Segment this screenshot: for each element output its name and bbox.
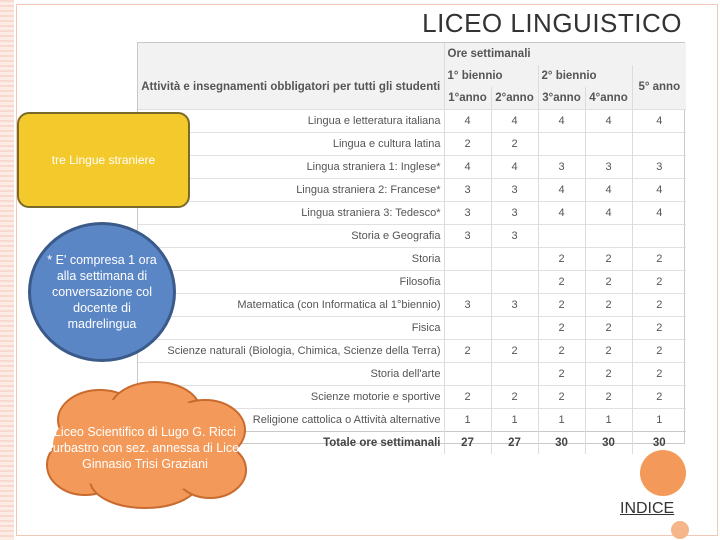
hours-cell	[632, 225, 686, 248]
hours-cell: 2	[538, 386, 585, 409]
hours-cell	[444, 363, 491, 386]
header-group-label: Ore settimanali	[444, 43, 686, 65]
subject-name: Storia e Geografia	[351, 230, 441, 242]
hours-cell: 4	[632, 202, 686, 225]
hours-cell	[491, 317, 538, 340]
hours-cell: 3	[585, 156, 632, 179]
hours-cell: 4	[632, 179, 686, 202]
hours-cell: 1	[444, 409, 491, 432]
hours-cell: 4	[491, 156, 538, 179]
hours-cell: 3	[491, 225, 538, 248]
hours-cell: 3	[491, 294, 538, 317]
total-cell: 30	[585, 432, 632, 455]
total-cell: 30	[632, 432, 686, 455]
hours-cell: 2	[491, 133, 538, 156]
hours-cell: 3	[538, 156, 585, 179]
hours-cell: 2	[632, 294, 686, 317]
hours-cell: 3	[632, 156, 686, 179]
hours-cell: 4	[444, 156, 491, 179]
hours-cell: 4	[585, 179, 632, 202]
table-row	[138, 110, 686, 133]
hours-cell: 2	[491, 340, 538, 363]
table-row	[138, 225, 686, 248]
hours-cell: 2	[538, 271, 585, 294]
hours-cell: 2	[538, 340, 585, 363]
subject-name: Lingua straniera 1: Inglese*	[306, 161, 441, 173]
hours-cell	[585, 133, 632, 156]
subject-name: Lingua e cultura latina	[332, 138, 441, 150]
subject-name: Matematica (con Informatica al 1°biennio)	[237, 299, 441, 311]
school-cloud-text: Liceo Scientifico di Lugo G. Ricci Curbastro con sez. annessa di Liceo Ginnasio Trisi Graziani	[43, 425, 247, 471]
hours-cell: 4	[585, 202, 632, 225]
hours-cell	[444, 248, 491, 271]
hours-cell: 4	[538, 110, 585, 133]
hours-cell: 2	[585, 248, 632, 271]
hours-cell: 4	[632, 110, 686, 133]
hours-cell: 2	[538, 294, 585, 317]
hours-cell: 2	[444, 340, 491, 363]
hours-cell: 3	[444, 225, 491, 248]
hours-cell: 2	[585, 294, 632, 317]
hours-cell: 4	[585, 110, 632, 133]
table-row	[138, 248, 686, 271]
table-row	[138, 294, 686, 317]
slide-title: LICEO LINGUISTICO	[422, 8, 682, 38]
subject-name: Lingua e letteratura italiana	[307, 115, 441, 127]
hours-cell	[585, 225, 632, 248]
hours-cell: 3	[444, 179, 491, 202]
hours-cell: 3	[491, 202, 538, 225]
hours-cell: 2	[632, 386, 686, 409]
subject-name: Religione cattolica o Attività alternative	[252, 414, 441, 426]
hours-cell: 2	[538, 248, 585, 271]
subject-name: Lingua straniera 3: Tedesco*	[301, 207, 441, 219]
total-cell: 30	[538, 432, 585, 455]
hours-cell: 2	[538, 317, 585, 340]
header-year-1: 1°anno	[444, 87, 491, 110]
total-cell: 27	[491, 432, 538, 455]
subject-name: Filosofia	[399, 276, 441, 288]
hours-cell: 1	[632, 409, 686, 432]
total-label: Totale ore settimanali	[138, 432, 444, 455]
hours-cell: 2	[632, 340, 686, 363]
header-year-2: 2°anno	[491, 87, 538, 110]
header-subjects: Attività e insegnamenti obbligatori per tutti gli studenti	[138, 65, 444, 110]
header-year-4: 4°anno	[585, 87, 632, 110]
table-row	[138, 317, 686, 340]
total-cell: 27	[444, 432, 491, 455]
decorative-small-circle	[671, 521, 689, 539]
hours-cell: 3	[444, 202, 491, 225]
subject-name: Storia	[411, 253, 441, 265]
hours-cell: 2	[491, 386, 538, 409]
hours-cell	[444, 271, 491, 294]
header-fifth-year: 5° anno	[632, 65, 686, 110]
hours-cell: 2	[585, 271, 632, 294]
hours-cell: 4	[491, 110, 538, 133]
hours-cell: 2	[585, 363, 632, 386]
table-row	[138, 271, 686, 294]
hours-cell	[632, 133, 686, 156]
hours-cell: 1	[491, 409, 538, 432]
hours-cell: 2	[632, 363, 686, 386]
hours-cell: 2	[585, 317, 632, 340]
hours-cell: 2	[585, 386, 632, 409]
table-row	[138, 340, 686, 363]
hours-cell: 4	[538, 202, 585, 225]
hours-cell	[538, 133, 585, 156]
header-year-3: 3°anno	[538, 87, 585, 110]
decorative-orange-circle	[640, 450, 686, 496]
hours-cell: 3	[444, 294, 491, 317]
hours-cell: 2	[632, 317, 686, 340]
hours-cell: 4	[538, 179, 585, 202]
hours-cell: 1	[585, 409, 632, 432]
hours-cell: 2	[632, 271, 686, 294]
hours-cell	[444, 317, 491, 340]
hours-cell: 2	[444, 133, 491, 156]
hours-cell: 4	[444, 110, 491, 133]
hours-cell: 2	[538, 363, 585, 386]
subject-name: Fisica	[411, 322, 441, 334]
indice-link[interactable]: INDICE	[620, 500, 675, 517]
languages-callout-box: tre Lingue straniere	[17, 112, 190, 208]
table-row	[138, 156, 686, 179]
header-first-biennio: 1° biennio	[444, 65, 538, 87]
subject-name: Lingua straniera 2: Francese*	[296, 184, 441, 196]
hours-cell: 1	[538, 409, 585, 432]
hours-cell	[491, 248, 538, 271]
subject-name: Storia dell'arte	[370, 368, 441, 380]
hours-cell	[538, 225, 585, 248]
conversation-note-circle: * E' compresa 1 ora alla settimana di conversazione col docente di madrelingua	[28, 222, 176, 362]
hours-cell: 2	[444, 386, 491, 409]
subject-name: Scienze naturali (Biologia, Chimica, Scienze della Terra)	[167, 345, 441, 357]
table-row	[138, 202, 686, 225]
hours-cell: 2	[632, 248, 686, 271]
subject-name: Scienze motorie e sportive	[310, 391, 441, 403]
hours-cell	[491, 271, 538, 294]
hours-cell	[491, 363, 538, 386]
hours-cell: 2	[585, 340, 632, 363]
decorative-left-border	[0, 0, 14, 540]
hours-cell: 3	[491, 179, 538, 202]
table-row	[138, 179, 686, 202]
table-row	[138, 133, 686, 156]
header-second-biennio: 2° biennio	[538, 65, 632, 87]
